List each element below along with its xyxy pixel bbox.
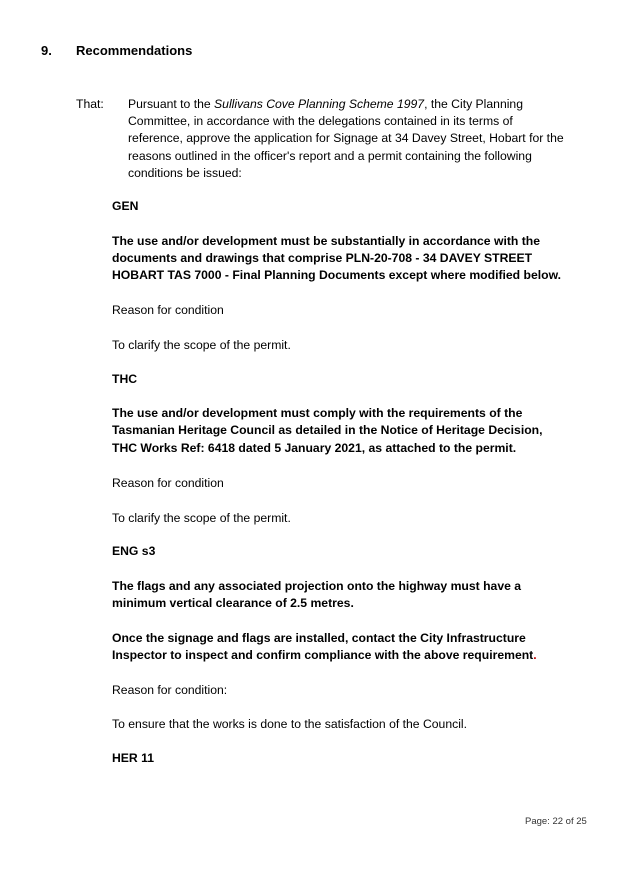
condition-eng-reason: To ensure that the works is done to the satisfaction of the Council. — [112, 717, 467, 731]
condition-code-her-11: HER 11 — [112, 751, 155, 765]
condition-thc-line-2: Tasmanian Heritage Council as detailed in the Notice of Heritage Decision, — [112, 423, 543, 437]
condition-thc-reason: To clarify the scope of the permit. — [112, 511, 291, 525]
condition-eng-line-2: minimum vertical clearance of 2.5 metres. — [112, 596, 354, 610]
recommendation-line-3: reference, approve the application for Signage at 34 Davey Street, Hobart for the — [128, 131, 564, 145]
recommendation-line-4: reasons outlined in the officer's report and a permit containing the following — [128, 149, 532, 163]
condition-code-thc: THC — [112, 372, 138, 386]
page-number: Page: 22 of 25 — [525, 816, 587, 827]
trailing-period: . — [533, 648, 537, 662]
condition-eng-line-1: The flags and any associated projection onto the highway must have a — [112, 579, 522, 593]
condition-gen-line-3: HOBART TAS 7000 - Final Planning Documents except where modified below. — [112, 268, 561, 282]
condition-eng-line-4: Inspector to inspect and confirm compliance with the above requirement. — [112, 648, 537, 662]
condition-eng-line-3: Once the signage and flags are installed, contact the City Infrastructure — [112, 631, 526, 645]
recommendation-line-5: conditions be issued: — [128, 166, 242, 180]
condition-gen-line-1: The use and/or development must be substantially in accordance with the — [112, 234, 541, 248]
condition-thc-line-1: The use and/or development must comply with the requirements of the — [112, 406, 523, 420]
that-label: That: — [76, 97, 104, 111]
recommendation-line-2: Committee, in accordance with the delegations contained in its terms of — [128, 114, 513, 128]
section-number: 9. — [41, 43, 52, 58]
condition-eng-reason-label: Reason for condition: — [112, 683, 228, 697]
condition-gen-reason: To clarify the scope of the permit. — [112, 338, 291, 352]
condition-thc-line-3: THC Works Ref: 6418 dated 5 January 2021, as attached to the permit. — [112, 441, 517, 455]
condition-code-gen: GEN — [112, 199, 139, 213]
recommendation-line-1: Pursuant to the Sullivans Cove Planning Scheme 1997, the City Planning — [128, 97, 523, 111]
condition-thc-reason-label: Reason for condition — [112, 476, 224, 490]
condition-gen-reason-label: Reason for condition — [112, 303, 224, 317]
condition-code-eng-s3: ENG s3 — [112, 544, 156, 558]
section-title: Recommendations — [76, 43, 193, 58]
condition-gen-line-2: documents and drawings that comprise PLN-20-708 - 34 DAVEY STREET — [112, 251, 533, 265]
